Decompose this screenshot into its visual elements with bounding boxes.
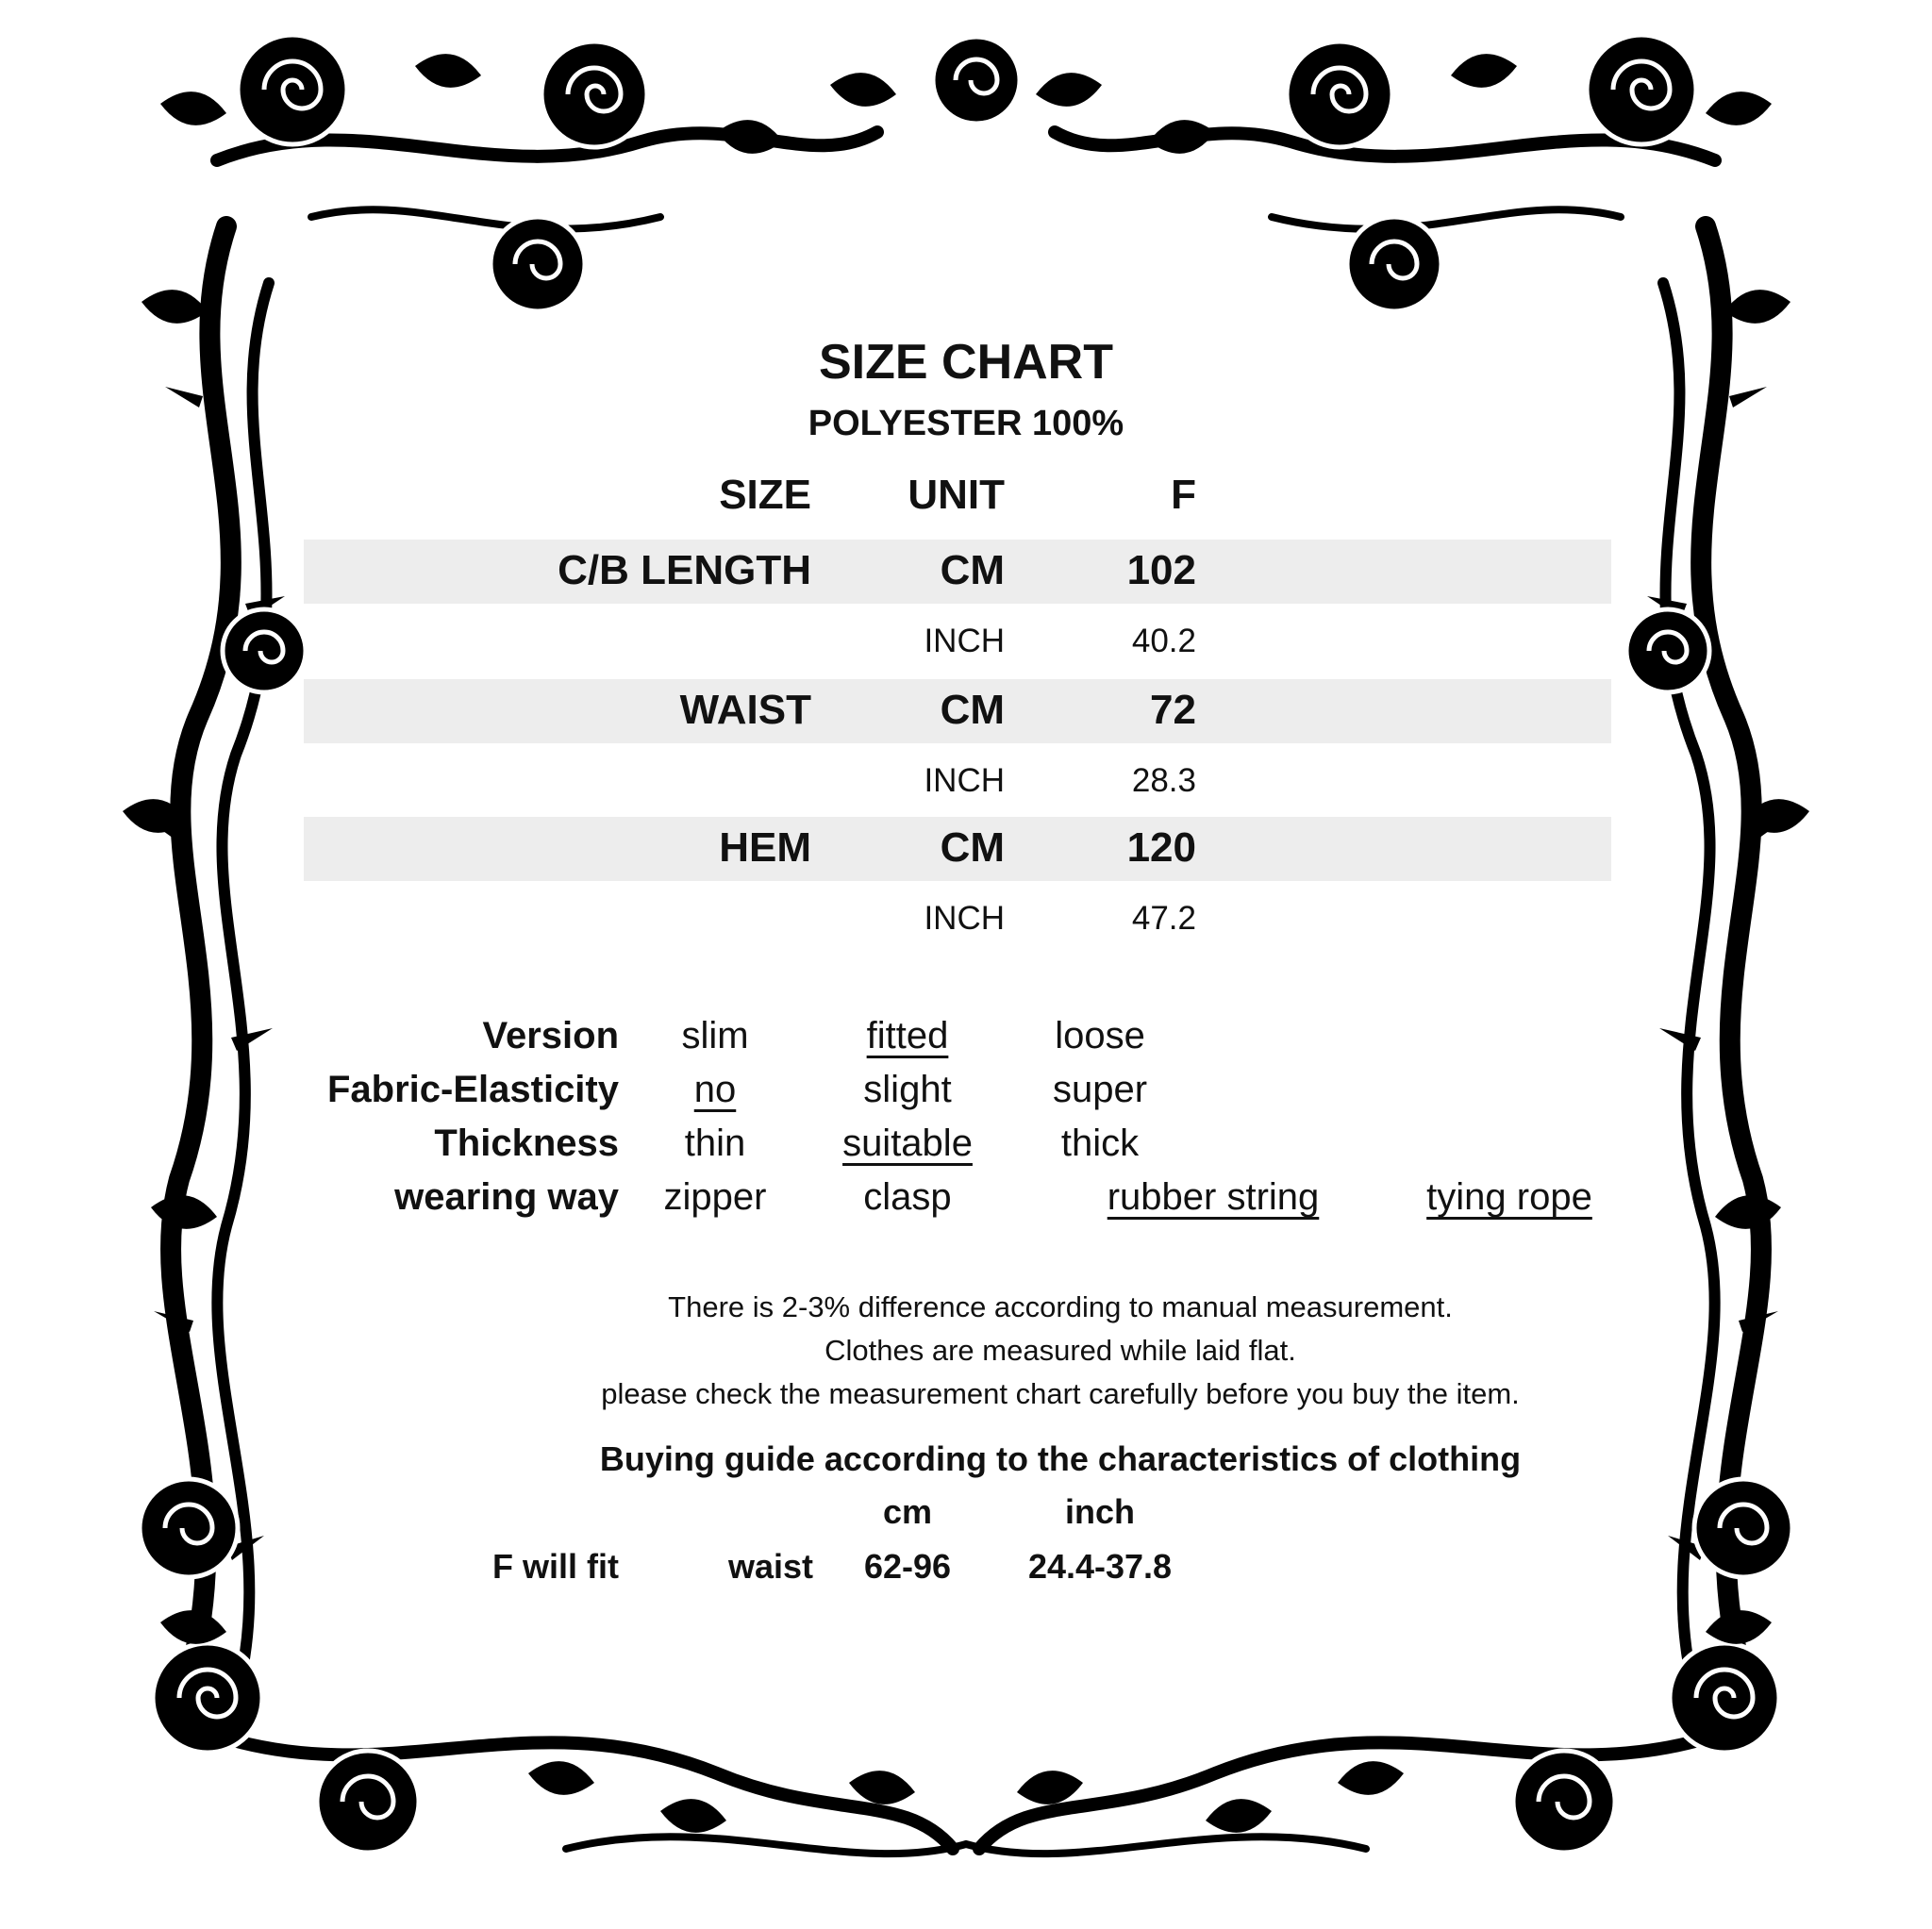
cm-unit: CM (940, 547, 1005, 593)
cm-unit: CM (940, 687, 1005, 733)
buying-guide-title: Buying guide according to the characteristics of clothing (599, 1439, 1522, 1478)
guide-cm-range: 62-96 (863, 1547, 952, 1586)
option-thin: thin (684, 1122, 746, 1164)
inch-value: 40.2 (1131, 623, 1196, 659)
cm-value: 120 (1126, 824, 1196, 871)
header-unit: UNIT (908, 472, 1005, 518)
option-zipper: zipper (663, 1176, 767, 1218)
guide-inch-range: 24.4-37.8 (1027, 1547, 1173, 1586)
guide-col-cm: cm (882, 1492, 933, 1531)
inch-unit: INCH (924, 900, 1005, 937)
cm-value: 102 (1126, 547, 1196, 593)
option-suitable-selected: suitable (842, 1122, 973, 1164)
cm-value: 72 (1150, 687, 1196, 733)
attribute-label: Version (482, 1015, 619, 1056)
option-loose: loose (1055, 1015, 1145, 1056)
row-label: HEM (719, 824, 811, 871)
note-line: There is 2-3% difference according to manual measurement. (668, 1290, 1453, 1323)
option-thick: thick (1060, 1122, 1140, 1164)
inch-value: 28.3 (1131, 762, 1196, 799)
material-label: POLYESTER 100% (808, 404, 1124, 443)
row-label: WAIST (679, 687, 811, 733)
header-size: SIZE (719, 472, 811, 518)
option-slim: slim (681, 1015, 749, 1056)
guide-col-inch: inch (1064, 1492, 1135, 1531)
guide-measure: waist (727, 1547, 813, 1586)
guide-fit-label: F will fit (492, 1547, 619, 1586)
note-line: please check the measurement chart carefully before you buy the item. (601, 1377, 1520, 1410)
option-fitted-selected: fitted (866, 1015, 949, 1056)
option-rubber-string-selected: rubber string (1107, 1176, 1320, 1218)
option-no-selected: no (693, 1069, 737, 1110)
option-clasp: clasp (863, 1176, 952, 1218)
inch-value: 47.2 (1131, 900, 1196, 937)
note-line: Clothes are measured while laid flat. (824, 1334, 1296, 1367)
option-slight: slight (863, 1069, 952, 1110)
page-title: SIZE CHART (819, 335, 1113, 390)
inch-unit: INCH (924, 623, 1005, 659)
option-tying-rope-selected: tying rope (1426, 1176, 1592, 1218)
row-label: C/B LENGTH (558, 547, 811, 593)
header-f: F (1171, 472, 1196, 518)
inch-unit: INCH (924, 762, 1005, 799)
attribute-label: Fabric-Elasticity (326, 1069, 619, 1110)
attribute-label: Thickness (434, 1122, 619, 1164)
attribute-label: wearing way (394, 1176, 619, 1218)
cm-unit: CM (940, 824, 1005, 871)
option-super: super (1052, 1069, 1148, 1110)
